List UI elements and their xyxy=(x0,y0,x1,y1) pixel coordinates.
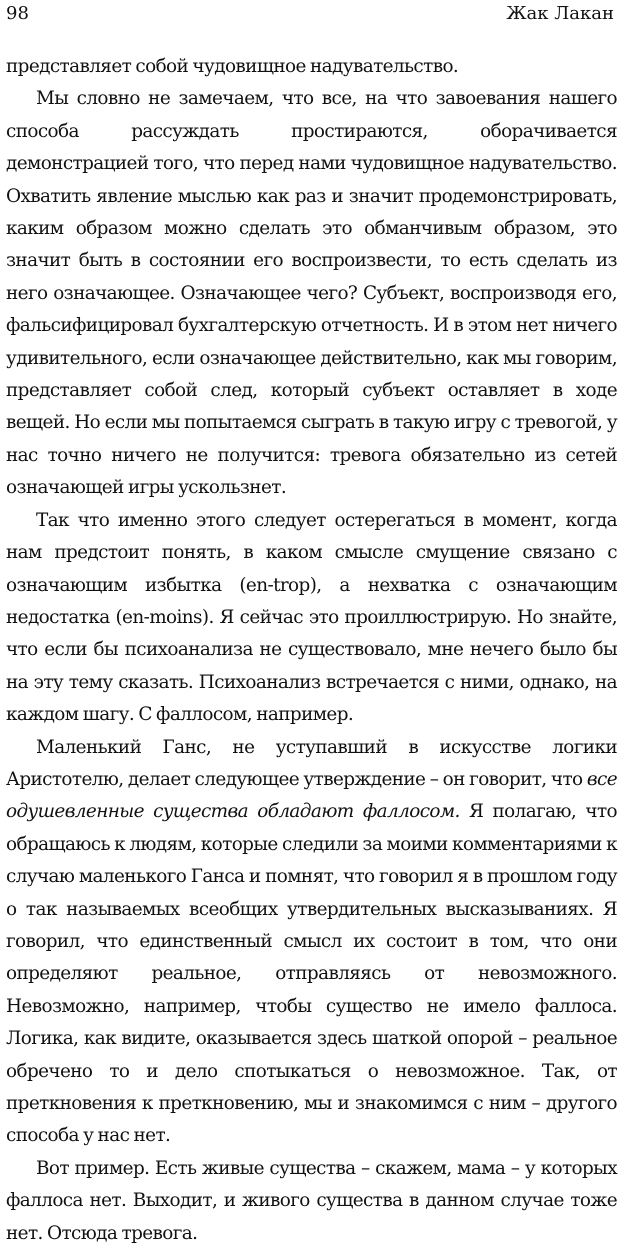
running-title: Жак Лакан xyxy=(506,3,614,24)
paragraph: Так что именно этого следует остерегаться в момент, когда нам предстоит понять, в каком смысле смущение связано с означающим избытка (en-trop), а нехватка с означающим недостатка (en-moins). Я сейчас это проиллюстрирую. Но знайте, что если бы психоанализа не существовало, мне нечего было бы на эту тему сказать. Психоанализ встречается с ними, однако, на каждом шагу. С фаллосом, например. xyxy=(6,509,617,726)
paragraph: Мы словно не замечаем, что все, на что завоевания нашего способа рассуждать простираются, оборачивается демонстрацией того, что перед нами чудовищное надувательство. Охватить явление мыслью как раз и значит продемонстрировать, каким образом можно сделать это обманчивым образом, это значит быть в состоянии его воспроизвести, то есть сделать из него означающее. Означающее чего? Субъект, воспроизводя его, фальсифицировал бухгалтерскую отчетность. И в этом нет ничего удивительного, если означающее действительно, как мы говорим, представляет собой след, который субъект оставляет в ходе вещей. Но если мы попытаемся сыграть в такую игру с тревогой, у нас точно ничего не получится: тревога обязательно из сетей означающей игры ускользнет. xyxy=(6,88,617,499)
paragraph: Вот пример. Есть живые существа – скажем, мама – у которых фаллоса нет. Выходит, и живого существа в данном случае тоже нет. Отсюда тревога. xyxy=(6,1157,617,1244)
italic-emphasis: все одушевленные существа обладают фаллосом. xyxy=(6,768,617,823)
running-header xyxy=(6,3,614,29)
paragraph-text-after-emphasis: Я полагаю, что обращаюсь к людям, которые следили за моими комментариями к случаю маленького Ганса и помнят, что говорил я в прошлом году о так называемых всеобщих утвердительных высказываниях. Я говорил, что единственный смысл их состоит в том, что они определяют реальное, отправляясь от невозможного. Невозможно, например, чтобы существо не имело фаллоса. Логика, как видите, оказывается здесь шаткой опорой – реальное обречено то и дело спотыкаться о невозможное. Так, от преткновения к преткновению, мы и знакомимся с ним – другого способа у нас нет. xyxy=(6,801,617,1147)
paragraph-with-emphasis xyxy=(6,732,617,1153)
paragraph-continuation: представляет собой чудовищное надувательство. xyxy=(6,56,459,77)
page-number: 98 xyxy=(6,3,29,24)
paragraph-text-before-emphasis: Маленький Ганс, не уступавший в искусстве логики Аристотелю, делает следующее утверждение – он говорит, что xyxy=(6,736,617,790)
body-text xyxy=(6,51,617,1250)
